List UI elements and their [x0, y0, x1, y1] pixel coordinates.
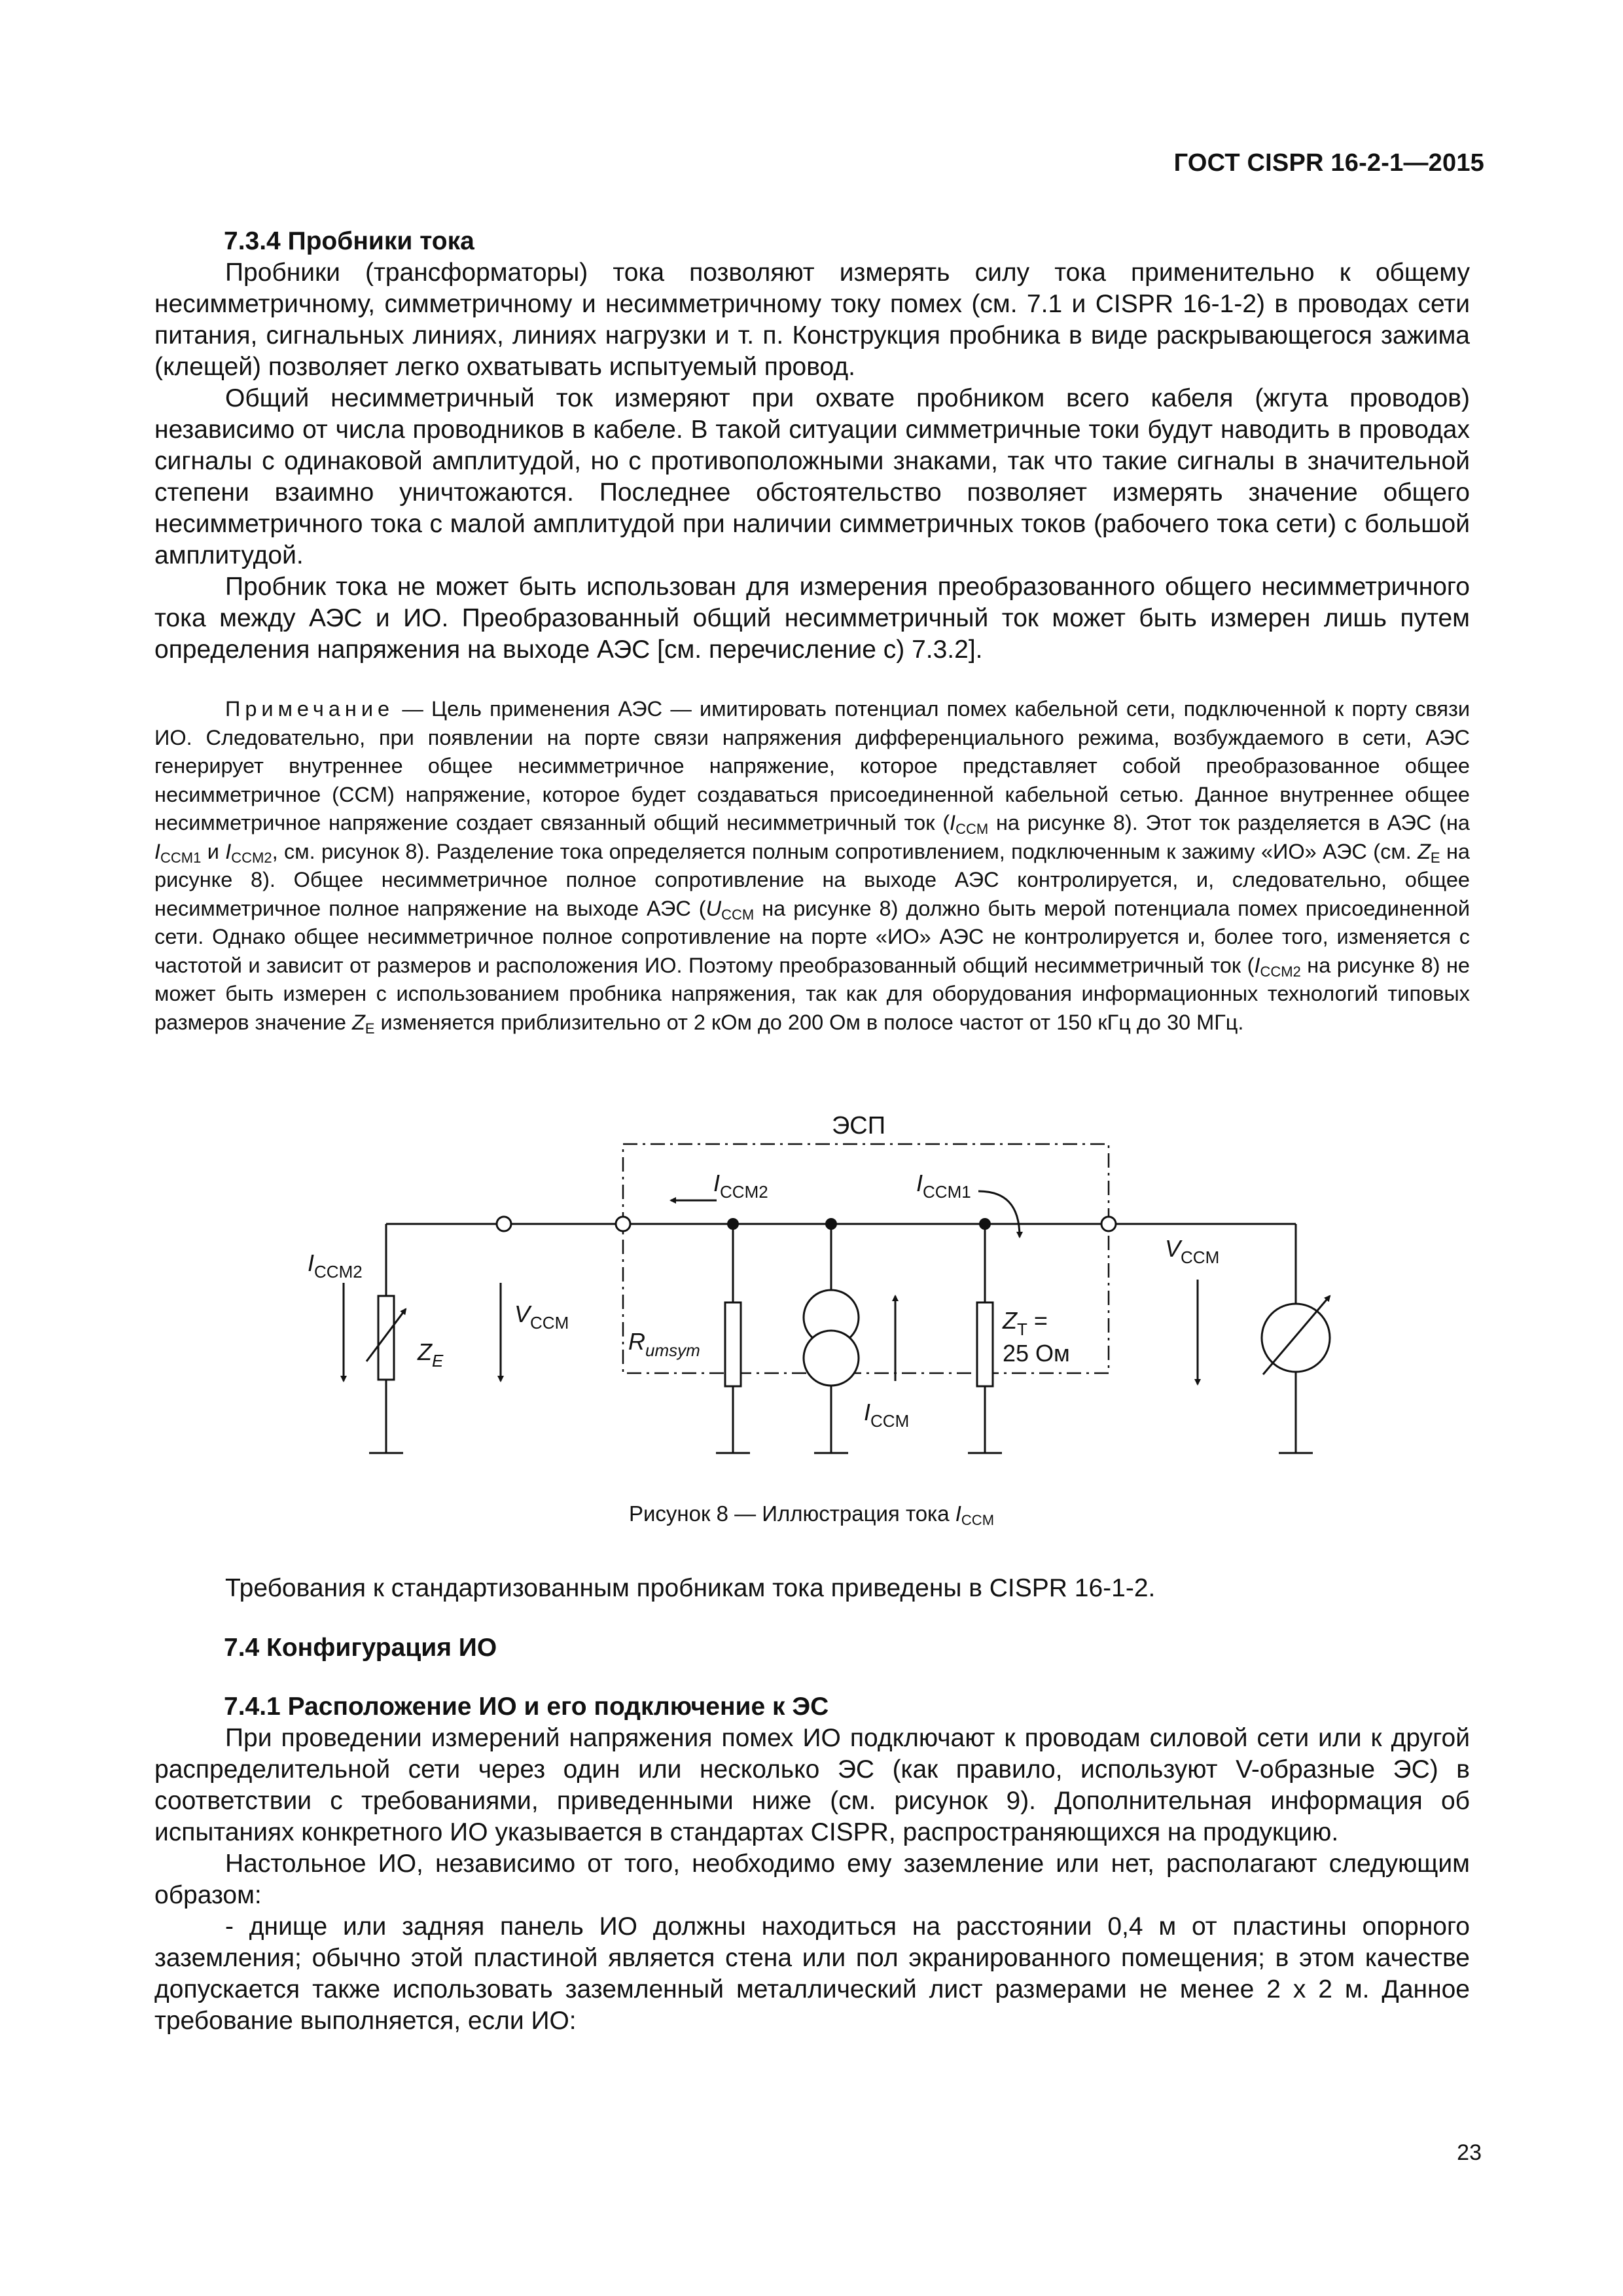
note-label: Примечание — [225, 697, 395, 721]
section-7-4 — [154, 1632, 1470, 1664]
figure-8-circuit — [288, 1100, 1348, 1505]
label-iccm2-left: $I_{CCM2}$ — [308, 1249, 363, 1282]
current-source-bottom-circle — [804, 1331, 859, 1386]
section-7-4-title: 7.4 Конфигурация ИО — [224, 1634, 497, 1662]
section-7-3-4 — [154, 226, 1470, 666]
circuit-diagram — [288, 1100, 1348, 1505]
label-iccm1: $I_{CCM1}$ — [916, 1170, 971, 1202]
junction-dot — [727, 1218, 739, 1230]
section-7-4-1-title: 7.4.1 Расположение ИО и его подключение к ЭС — [224, 1693, 829, 1721]
section-7-3-4-title: 7.3.4 Пробники тока — [224, 227, 474, 255]
terminal-open — [616, 1217, 630, 1231]
impedance-ze — [378, 1296, 394, 1380]
resistor-zt — [977, 1302, 993, 1386]
amn-label: ЭСП — [831, 1112, 886, 1139]
section-7-4-1 — [154, 1691, 1470, 2037]
paragraph: Настольное ИО, независимо от того, необходимо ему заземление или нет, располагают следующим образом: — [154, 1850, 1470, 1909]
label-zt-value: 25 Ом — [1003, 1340, 1070, 1367]
junction-dot — [979, 1218, 991, 1230]
label-iccm2-box: $I_{CCM2}$ — [713, 1170, 768, 1202]
resistor-rumsym — [725, 1302, 741, 1386]
paragraph: Общий несимметричный ток измеряют при охвате пробником всего кабеля (жгута проводов) независимо от числа проводников в кабеле. В такой ситуации симметричные токи будут наводить в проводах сигналы с одинаковой амплитудой, но с противоположными знаками, так что такие сигналы в значительной степени взаимно уничтожаются. Последнее обстоятельство позволяет измерять значение общего несимметричного тока с малой амплитудой при наличии симметричных токов (рабочего тока сети) с большой амплитудой. — [154, 384, 1470, 569]
note-block — [154, 695, 1470, 1037]
label-rumsym: $R_{umsym}$ — [628, 1328, 700, 1360]
terminal-open — [1101, 1217, 1116, 1231]
figure-caption: Рисунок 8 — Иллюстрация тока $I_{CCM}$ — [628, 1501, 995, 1528]
section-after-figure — [154, 1573, 1470, 1604]
paragraph: - днище или задняя панель ИО должны находиться на расстоянии 0,4 м от пластины опорного заземления; обычно этой пластиной является стена или пол экранированного помещения; в этом качестве допускается также использовать заземленный металлический лист размерами не менее 2 х 2 м. Данное требование выполняется, если ИО: — [154, 1912, 1470, 2035]
junction-dot — [825, 1218, 837, 1230]
terminal-open — [497, 1217, 511, 1231]
label-vccm-left: $V_{CCM}$ — [514, 1300, 569, 1333]
label-iccm: $I_{CCM}$ — [864, 1399, 910, 1431]
label-vccm-right: $V_{CCM}$ — [1165, 1235, 1220, 1267]
voltmeter-circle — [1262, 1304, 1330, 1372]
label-zt: $Z_T$ = — [1003, 1307, 1048, 1339]
paragraph: Пробники (трансформаторы) тока позволяют измерять силу тока применительно к общему несимметричному, симметричному и несимметричному току помех (см. 7.1 и CISPR 16-1-2) в проводах сети питания, сигнальных линиях, линиях нагрузки и т. п. Конструкция пробника в виде раскрывающегося зажима (клещей) позволяет легко охватывать испытуемый провод. — [154, 259, 1470, 381]
paragraph: Пробник тока не может быть использован для измерения преобразованного общего несимметричного тока между АЭС и ИО. Преобразованный общий несимметричный ток может быть измерен лишь путем определения напряжения на выходе АЭС [см. перечисление с) 7.3.2]. — [154, 573, 1470, 664]
document-header-code: ГОСТ CISPR 16-2-1—2015 — [1173, 149, 1484, 177]
label-ze: $Z_E$ — [418, 1338, 444, 1371]
amn-boundary-box — [623, 1144, 1109, 1373]
note-paragraph: Примечание — Цель применения АЭС — имитировать потенциал помех кабельной сети, подключенной к порту связи ИО. Следовательно, при появлении на порте связи напряжения дифференциального режима, возбуждаемого в сети, АЭС генерирует внутреннее общее несимметричное напряжение, которое представляет собой преобразованное общее несимметричное (CCM) напряжение, которое будет создаваться присоединенной кабельной сетью. Данное внутреннее общее несимметричное напряжение создает связанный общий несимметричный ток ($I_{CCM}$ на рисунке 8). Этот ток разделяется в АЭС (на $I_{CCM1}$ и $I_{CCM2}$, см. рисунок 8). Разделение тока определяется полным сопротивлением, подключенным к зажиму «ИО» АЭС (см. $Z_E$ на рисунке 8). Общее несимметричное полное сопротивление на выходе АЭС контролируется, и, следовательно, общее несимметричное полное напряжение на выходе АЭС ($U_{CCM}$ на рисунке 8) должно быть мерой потенциала помех присоединенной сети. Однако общее несимметричное полное сопротивление на порте «ИО» АЭС не контролируется и, более того, изменяется с частотой и зависит от размеров и расположения ИО. Поэтому преобразованный общий несимметричный ток ($I_{CCM2}$ на рисунке 8) не может быть измерен с использованием пробника напряжения, так как для оборудования информационных технологий типовых размеров значение $Z_E$ изменяется приблизительно от 2 кОм до 200 Ом в полосе частот от 150 кГц до 30 МГц. — [154, 697, 1470, 1037]
paragraph: Требования к стандартизованным пробникам тока приведены в CISPR 16-1-2. — [225, 1574, 1156, 1602]
paragraph: При проведении измерений напряжения помех ИО подключают к проводам силовой сети или к другой распределительной сети через один или несколько ЭС (как правило, используют V-образные ЭС) в соответствии с требованиями, приведенными ниже (см. рисунок 9). Дополнительная информация об испытаниях конкретного ИО указывается в стандартах CISPR, распространяющихся на продукцию. — [154, 1724, 1470, 1846]
page-number: 23 — [1457, 2140, 1482, 2165]
